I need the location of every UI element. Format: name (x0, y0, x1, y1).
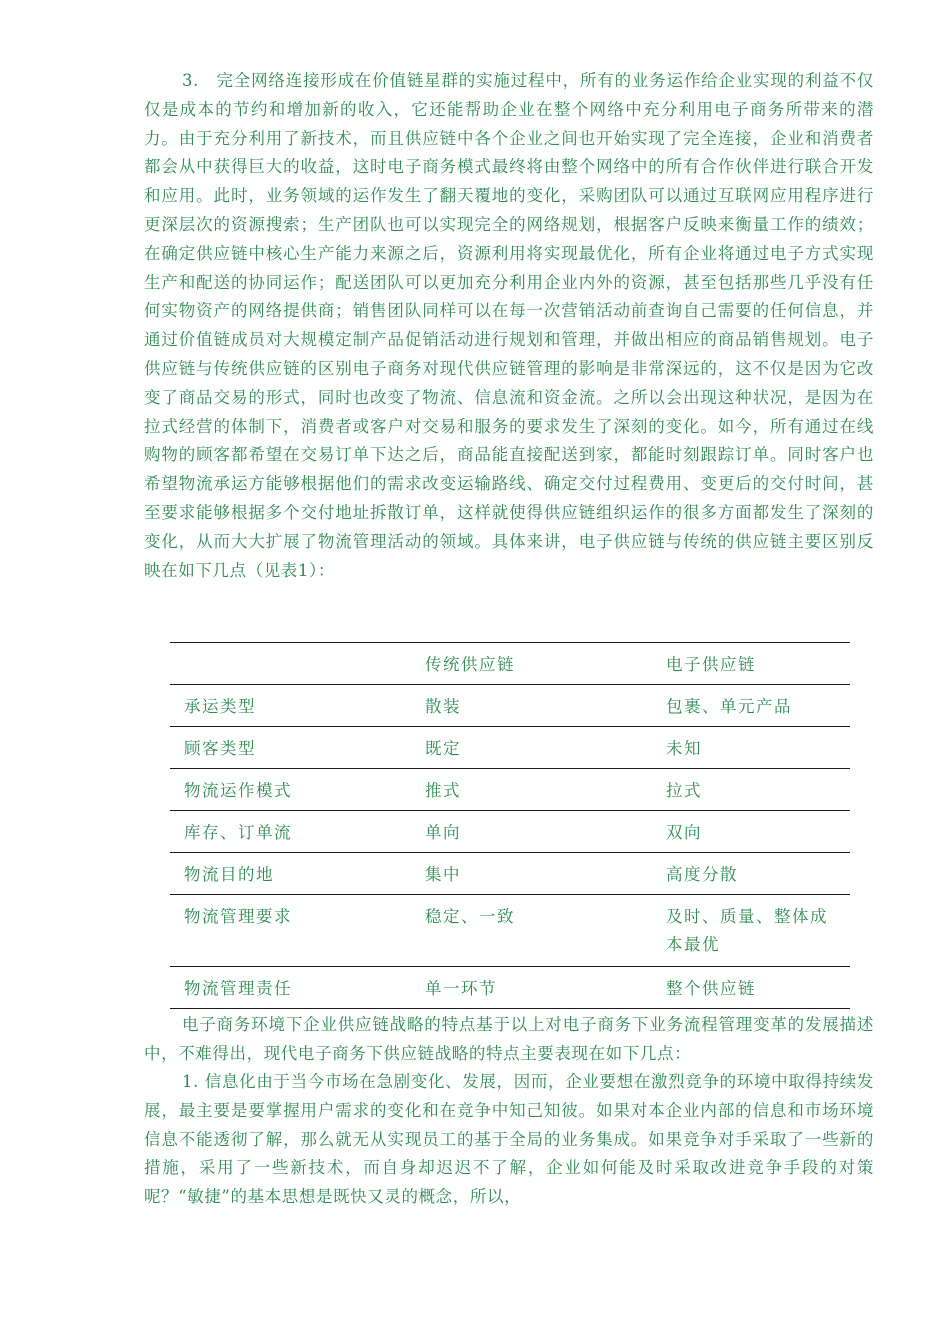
table-header-cell: 传统供应链 (411, 643, 652, 685)
traditional-value: 既定 (411, 727, 652, 769)
row-label: 库存、订单流 (170, 811, 411, 853)
traditional-value: 单向 (411, 811, 652, 853)
electronic-value: 包裹、单元产品 (652, 685, 850, 727)
row-label: 物流管理责任 (170, 967, 411, 1009)
traditional-value: 单一环节 (411, 967, 652, 1009)
table-header-cell (170, 643, 411, 685)
table-header-row (170, 643, 850, 685)
comparison-table (170, 642, 850, 1009)
row-label: 物流管理要求 (170, 895, 411, 967)
traditional-value: 散装 (411, 685, 652, 727)
row-label: 顾客类型 (170, 727, 411, 769)
electronic-value: 及时、质量、整体成本最优 (652, 895, 850, 967)
row-label: 物流运作模式 (170, 769, 411, 811)
row-label: 承运类型 (170, 685, 411, 727)
table-row (170, 967, 850, 1009)
traditional-value: 推式 (411, 769, 652, 811)
electronic-value: 双向 (652, 811, 850, 853)
table-header-cell: 电子供应链 (652, 643, 850, 685)
electronic-value: 拉式 (652, 769, 850, 811)
table-row (170, 685, 850, 727)
traditional-value: 集中 (411, 853, 652, 895)
table-row (170, 769, 850, 811)
table-row (170, 853, 850, 895)
electronic-value: 整个供应链 (652, 967, 850, 1009)
table-row (170, 811, 850, 853)
table-row (170, 895, 850, 967)
paragraph-complete-network: 3. 完全网络连接形成在价值链星群的实施过程中，所有的业务运作给企业实现的利益不仅仅是成本的节约和增加新的收入，它还能帮助企业在整个网络中充分利用电子商务所带来的潜力。由于充分利用了新技术，而且供应链中各个企业之间也开始实现了完全连接，企业和消费者都会从中获得巨大的收益，这时电子商务模式最终将由整个网络中的所有合作伙伴进行联合开发和应用。此时，业务领域的运作发生了翻天覆地的变化，采购团队可以通过互联网应用程序进行更深层次的资源搜索；生产团队也可以实现完全的网络规划，根据客户反映来衡量工作的绩效；在确定供应链中核心生产能力来源之后，资源利用将实现最优化，所有企业将通过电子方式实现生产和配送的协同运作；配送团队可以更加充分利用企业内外的资源，甚至包括那些几乎没有任何实物资产的网络提供商；销售团队同样可以在每一次营销活动前查询自己需要的任何信息，并通过价值链成员对大规模定制产品促销活动进行规划和管理，并做出相应的商品销售规划。电子供应链与传统供应链的区别电子商务对现代供应链管理的影响是非常深远的，这不仅是因为它改变了商品交易的形式，同时也改变了物流、信息流和资金流。之所以会出现这种状况，是因为在拉式经营的体制下，消费者或客户对交易和服务的要求发生了深刻的变化。如今，所有通过在线购物的顾客都希望在交易订单下达之后，商品能直接配送到家，都能时刻跟踪订单。同时客户也希望物流承运方能够根据他们的需求改变运输路线、确定交付过程费用、变更后的交付时间，甚至要求能够根据多个交付地址拆散订单，这样就使得供应链组织运作的很多方面都发生了深刻的变化，从而大大扩展了物流管理活动的领域。具体来讲，电子供应链与传统的供应链主要区别反映在如下几点（见表1）： (144, 71, 874, 580)
traditional-value: 稳定、一致 (411, 895, 652, 967)
paragraph-informatization: 1. 信息化由于当今市场在急剧变化、发展，因而，企业要想在激烈竞争的环境中取得持续发展，最主要是要掌握用户需求的变化和在竞争中知己知彼。如果对本企业内部的信息和市场环境信息不能透彻了解，那么就无从实现员工的基于全局的业务集成。如果竞争对手采取了一些新的措施，采用了一些新技术，而自身却迟迟不了解，企业如何能及时采取改进竞争手段的对策呢？“敏捷”的基本思想是既快又灵的概念，所以， (144, 1072, 874, 1207)
table-row (170, 727, 850, 769)
row-label: 物流目的地 (170, 853, 411, 895)
electronic-value: 高度分散 (652, 853, 850, 895)
paragraph-strategy-features: 电子商务环境下企业供应链战略的特点基于以上对电子商务下业务流程管理变革的发展描述中，不难得出，现代电子商务下供应链战略的特点主要表现在如下几点： (144, 1015, 874, 1063)
electronic-value: 未知 (652, 727, 850, 769)
